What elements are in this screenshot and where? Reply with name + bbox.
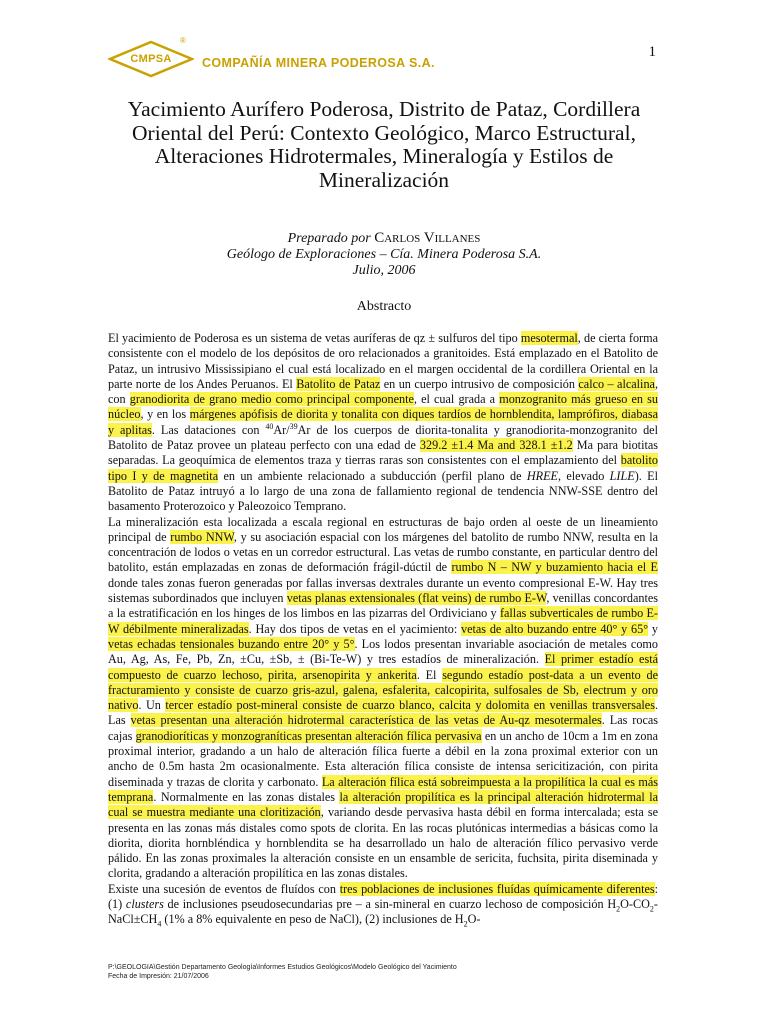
text-run: . Un — [138, 698, 166, 713]
text-run: en un ambiente relacionado a subducción (perfil plano de — [218, 468, 527, 483]
highlighted-text: mesotermal — [520, 331, 578, 345]
highlighted-text: vetas de alto buzando entre 40° y 65° — [461, 621, 649, 636]
text-run: Ma para biotitas separadas. La geoquímica de elementos traza y tierras raras son consistentes con el emplazamiento del — [108, 438, 658, 468]
text-run: O-CO — [620, 896, 650, 911]
highlighted-text: 329.2 ±1.4 Ma and 328.1 ±1.2 — [419, 438, 573, 453]
highlighted-text: fallas subverticales de rumbo E-W débilmente mineralizadas — [108, 606, 658, 636]
italic-text: HREE — [526, 468, 558, 483]
highlighted-text: granodiorita de grano medio como principal componente — [129, 392, 414, 407]
company-name: COMPAÑÍA MINERA PODEROSA S.A. — [202, 56, 435, 70]
abstract-heading: Abstracto — [356, 299, 412, 314]
text-run: . Las dataciones con — [151, 422, 266, 437]
text-run: . Las — [108, 698, 658, 728]
highlighted-text: segundo estadío post-data a un evento de fracturamiento y consiste de cuarzo gris-azul, galena, esfalerita, calcopirita, sulfosales de Sb, electrum y oro nativo — [108, 667, 658, 713]
abstract-paragraph — [108, 331, 658, 515]
subscript-text: 2 — [649, 904, 654, 914]
highlighted-text: rumbo N – NW y buzamiento hacia el E — [451, 560, 658, 575]
highlighted-text: monzogranito más grueso en su núcleo — [108, 392, 658, 422]
byline — [100, 230, 668, 279]
text-run: y — [648, 621, 658, 636]
highlighted-text: vetas echadas tensionales buzando entre 20° y 5° — [108, 636, 355, 651]
author-role: Geólogo de Exploraciones – Cía. Minera Poderosa S.A. — [226, 247, 542, 262]
highlighted-text: tres poblaciones de inclusiones fluídas químicamente diferentes — [339, 881, 655, 896]
highlighted-text: vetas presentan una alteración hidrotermal característica de las vetas de Au-qz mesotermales — [130, 713, 602, 728]
text-run: , de cierta forma consistente con el modelo de los depósitos de oro relacionados a granitoides. Está emplazado en el Batolito de Pataz, un intrusivo Mississipiano el cual está localizado en el margen occidental de la cordillera Oriental en la parte norte de los Andes Peruanos. El — [108, 331, 658, 391]
text-run: en un ancho de 10cm a 1m en zona proximal interior, gradando a un halo de alteración fílica fuerte a débil en la zona proximal exterior con un ancho de 0.5m hasta 2m ocasionalmente. Esta alteración fílica consiste de intensa sericitización, con pirita diseminada y trazas de clorita y carbonato. — [108, 728, 658, 789]
logo-text: CMPSA — [130, 53, 172, 65]
superscript-text: 40 — [265, 421, 274, 431]
prepared-by-label: Preparado por — [287, 231, 371, 246]
document-date: Julio, 2006 — [352, 263, 416, 278]
text-run: . Hay dos tipos de vetas en el yacimiento: — [248, 621, 461, 636]
subscript-text: 2 — [616, 904, 621, 914]
text-run: . Los lodos presentan invariable asociación de metales como Au, Ag, As, Fe, Pb, Zn, ±Cu, ±Sb, ± (Bi-Te-W) y tres estadíos de mineralización. — [108, 636, 658, 667]
text-run: de inclusiones pseudosecundarias pre – a sin-mineral en cuarzo lechoso de composición H — [163, 896, 617, 911]
text-run: , y en los — [140, 407, 190, 422]
text-run: , y su asociación espacial con los márgenes del batolito de rumbo NNW, resulta en la concentración de lodos o vetas en un corredor estructural. Las vetas de rumbo constante, en particular dentro del batolito, están emplazadas en zonas de deformación frágil-dúctil de — [108, 529, 658, 575]
text-run: . El — [416, 667, 443, 682]
author-name: Carlos Villanes — [374, 230, 481, 246]
text-run: . Las rocas cajas — [108, 713, 659, 743]
highlighted-text: batolito tipo I y de magnetita — [108, 453, 658, 483]
text-run: en un cuerpo intrusivo de composición — [380, 376, 579, 391]
text-run: , variando desde pervasiva hasta débil en forma intercalada; esta se presenta en las zonas más distales como spots de clorita. En las rocas plutónicas intermedias a básicas como la diorita, diorita hornbléndica y hornblendita se ha desarrollado un halo de alteración fílico pervasivo verde pálido. En las zonas proximales la alteración consiste en un ensamble de sericita, fuchsita, pirita diseminada y clorita, gradando a alteración propilítica en las zonas distales. — [108, 805, 658, 881]
text-run: Ar/ — [273, 422, 290, 437]
text-run: donde tales zonas fueron generadas por fallas inversas dextrales durante un evento compresional E-W. Hay tres sistemas subordinados que incluyen — [108, 575, 658, 606]
author-line — [100, 230, 668, 247]
text-run: (1% a 8% equivalente en peso de NaCl), (2) inclusiones de H — [161, 912, 464, 927]
text-run: O- — [467, 912, 481, 927]
text-run: Ar de los cuerpos de diorita-tonalita y granodiorita-monzogranito del Batolito de Pataz provee un plateau perfecto con una edad de — [108, 422, 658, 453]
footer-file-path: P:\GEOLOGIA\Gestión Departamento Geología\Informes Estudios Geológicos\Modelo Geológico del Yacimiento — [108, 964, 457, 971]
text-run: , venillas concordantes a la estratificación en los hinges de los limbos en las pizarras del Ordiviciano y — [108, 591, 658, 621]
company-logo — [108, 36, 194, 78]
text-run: , el cual grada a — [413, 392, 500, 407]
abstract-paragraph — [108, 882, 658, 928]
abstract-paragraph — [108, 515, 658, 882]
text-run: La mineralización esta localizada a escala regional en estructuras de bajo orden al oeste de un lineamiento principal de — [108, 514, 658, 544]
text-run: , con — [108, 376, 658, 407]
page-number: 1 — [648, 44, 656, 60]
text-run: , elevado — [557, 468, 610, 483]
superscript-text: 39 — [289, 421, 298, 431]
highlighted-text: El primer estadío está compuesto de cuarzo lechoso, pirita, arsenopirita y ankerita — [108, 652, 658, 682]
text-run: : (1) — [108, 881, 659, 911]
highlighted-text: La alteración fílica está sobreimpuesta a la propilítica la cual es más temprana — [108, 774, 659, 804]
highlighted-text: Batolito de Pataz — [296, 376, 381, 391]
text-run: ). El Batolito de Pataz intruyó a lo largo de una zona de fallamiento regional de tendencia NNW-SSE dentro del basamento Proterozoico y Paleozoico Temprano. — [108, 468, 659, 514]
letterhead — [108, 36, 435, 78]
highlighted-text: márgenes apófisis de diorita y tonalita con diques tardíos de hornblendita, lamprófiros, diabasa y aplitas — [108, 407, 658, 437]
text-run: El yacimiento de Poderosa es un sistema de vetas auríferas de qz ± sulfuros del tipo — [108, 331, 521, 345]
highlighted-text: rumbo NNW — [170, 529, 234, 544]
footer-print-date: Fecha de Impresión: 21/07/2006 — [108, 972, 209, 980]
subscript-text: 4 — [157, 919, 162, 929]
abstract-body — [108, 331, 658, 928]
highlighted-text: calco – alcalina — [578, 376, 655, 391]
subscript-text: 2 — [463, 919, 468, 929]
text-run: Existe una sucesión de eventos de fluídos con — [108, 881, 340, 896]
document-title: Yacimiento Aurífero Poderosa, Distrito de Pataz, Cordillera Oriental del Perú: Contexto Geológico, Marco Estructural, Alteraciones Hidrotermales, Mineralogía y Estilos de Mineralización — [127, 97, 641, 192]
highlighted-text: la alteración propilítica es la principal alteración hidrotermal la cual se muestra mediante una cloritización — [108, 789, 659, 820]
italic-text: LILE — [609, 468, 635, 483]
highlighted-text: granodioríticas y monzograníticas presentan alteración fílica pervasiva — [135, 728, 482, 743]
page-footer — [108, 964, 457, 981]
highlighted-text: tercer estadío post-mineral consiste de cuarzo blanco, calcita y dolomita en venillas transversales — [165, 698, 655, 713]
highlighted-text: vetas planas extensionales (flat veins) de rumbo E-W — [286, 591, 547, 606]
text-run: -NaCl±CH — [108, 896, 658, 927]
italic-text: clusters — [125, 896, 164, 911]
text-run: . Normalmente en las zonas distales — [153, 789, 340, 804]
registered-mark: ® — [180, 36, 186, 45]
